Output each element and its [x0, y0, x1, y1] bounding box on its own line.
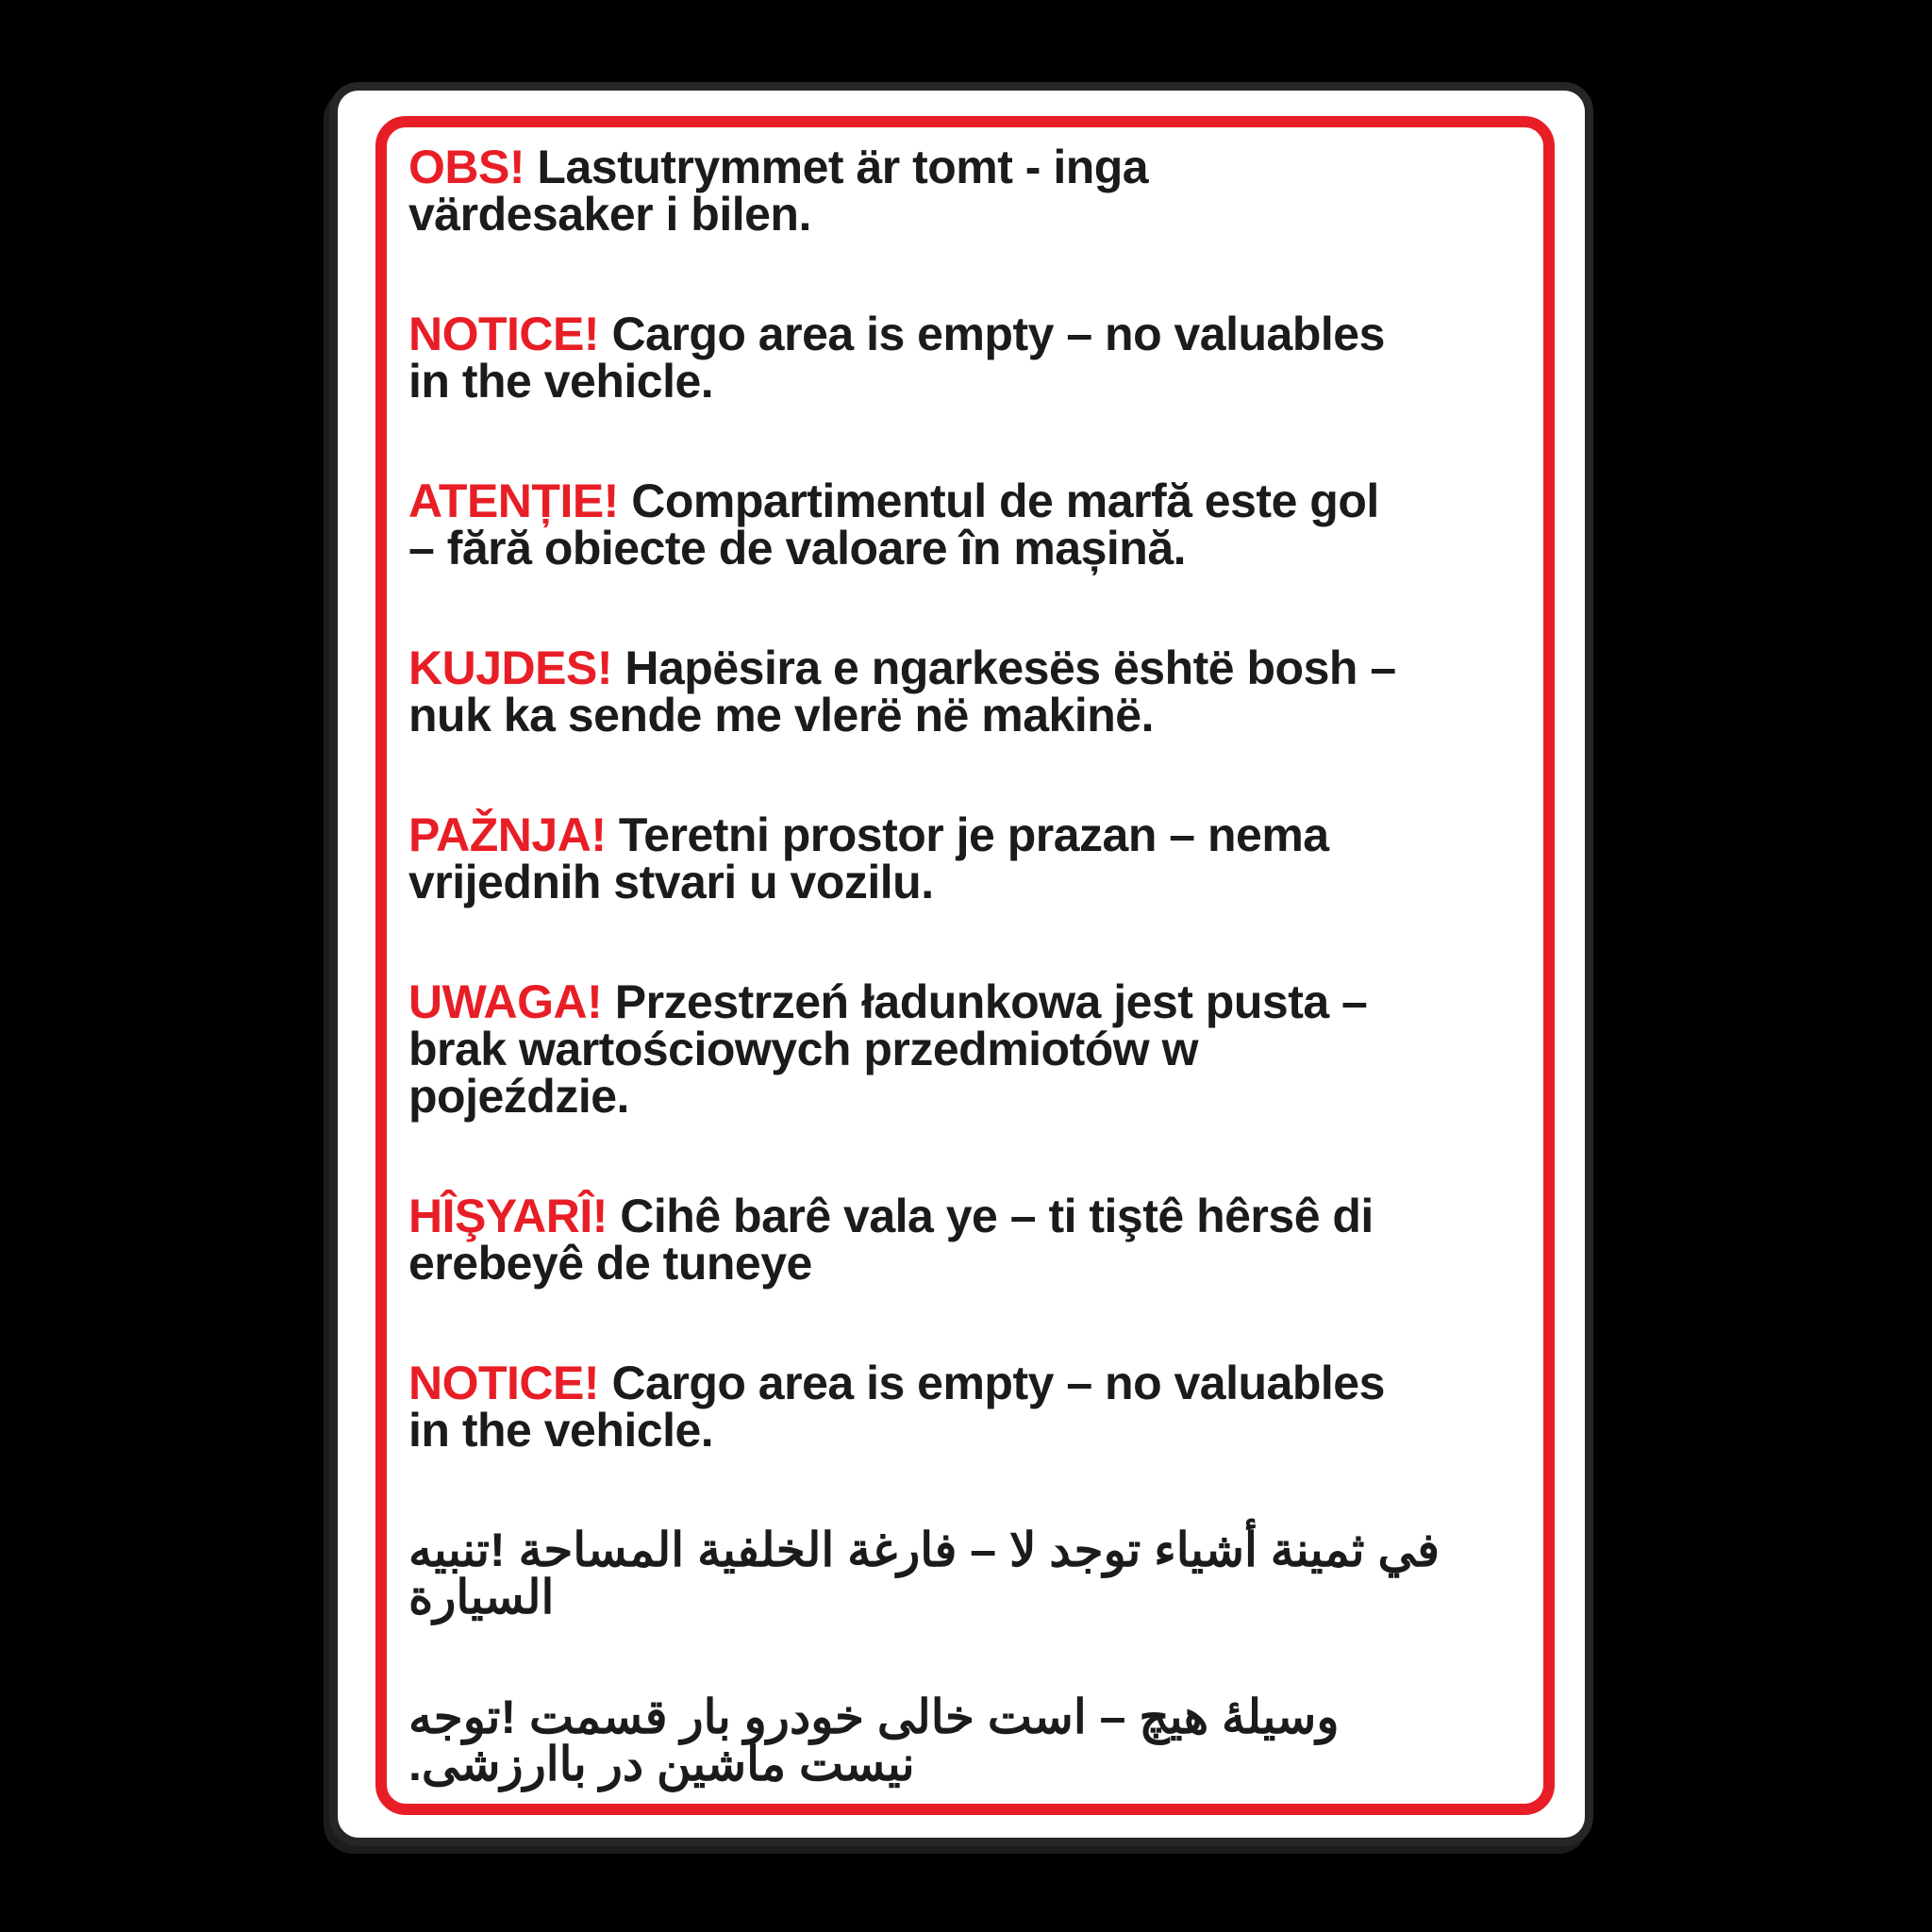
word-ar-0-3: فارغة [847, 1524, 958, 1576]
heading-word-pl: UWAGA! [408, 975, 603, 1028]
heading-word-sq: KUJDES! [408, 641, 612, 694]
sign-text-block [408, 143, 1536, 1788]
line-pl-2: pojeździe. [408, 1070, 629, 1123]
sign-panel [338, 91, 1585, 1838]
notice-paragraph-pl [408, 975, 1536, 1123]
notice-paragraph-sq [408, 641, 1536, 741]
notice-paragraph-ro [408, 475, 1536, 575]
heading-word-hr: PAŽNJA! [408, 808, 607, 861]
line-sv-0: Lastutrymmet är tomt - inga [537, 141, 1149, 193]
word-ar-0-1: المساحة [518, 1524, 685, 1576]
word-fa-0-4: خالی [876, 1690, 974, 1743]
line-en2-1: in the vehicle. [408, 1404, 714, 1457]
line-sq-0: Hapësira e ngarkesës është bosh – [625, 641, 1396, 694]
word-fa-1-3: نیست [799, 1738, 915, 1790]
line-sv-1: värdesaker i bilen. [408, 188, 811, 241]
word-fa-1-1: در [599, 1738, 644, 1790]
word-fa-0-6: – [1099, 1690, 1126, 1743]
word-ar-0-2: الخلفية [697, 1524, 835, 1576]
heading-word-ro: ATENȚIE! [408, 475, 619, 527]
word-ar-0-6: توجد [1049, 1524, 1141, 1576]
heading-word-ku: HÎŞYARÎ! [408, 1190, 608, 1242]
heading-word-sv: OBS! [408, 141, 525, 193]
notice-paragraph-ar [408, 1524, 1536, 1624]
word-ar-0-4: – [970, 1524, 997, 1576]
word-fa-0-2: بار [680, 1690, 731, 1743]
line-hr-0: Teretni prostor je prazan – nema [618, 808, 1329, 861]
line-pl-0: Przestrzeń ładunkowa jest pusta – [614, 975, 1368, 1028]
notice-paragraph-en2 [408, 1357, 1536, 1457]
line-en2-0: Cargo area is empty – no valuables [611, 1357, 1385, 1409]
notice-paragraph-sv [408, 141, 1536, 241]
notice-paragraph-en [408, 308, 1536, 408]
line-ku-1: erebeyê de tuneye [408, 1237, 812, 1290]
word-fa-0-1: قسمت [529, 1690, 668, 1743]
word-ar-0-0: تنبيه! [408, 1524, 506, 1576]
notice-paragraph-fa [408, 1690, 1536, 1790]
line-sq-1: nuk ka sende me vlerë në makinë. [408, 689, 1154, 741]
notice-paragraph-hr [408, 808, 1536, 908]
word-fa-1-0: .باارزشی [408, 1738, 587, 1790]
heading-word-en2: NOTICE! [408, 1357, 600, 1409]
word-ar-0-9: في [1377, 1524, 1441, 1576]
line-en-1: in the vehicle. [408, 355, 714, 408]
word-fa-0-0: توجه! [408, 1690, 517, 1743]
line-ro-0: Compartimentul de marfă este gol [631, 475, 1379, 527]
word-ar-0-8: ثمينة [1270, 1524, 1365, 1576]
word-fa-1-2: ماشین [657, 1738, 787, 1790]
notice-paragraph-ku [408, 1190, 1536, 1290]
line-ku-0: Cihê barê vala ye – ti tiştê hêrsê di [620, 1190, 1374, 1242]
word-fa-0-5: است [987, 1690, 1087, 1743]
word-ar-0-7: أشياء [1154, 1524, 1257, 1576]
word-fa-0-3: خودرو [743, 1690, 864, 1743]
word-fa-0-7: هیچ [1139, 1690, 1209, 1743]
word-ar-1-0: السيارة [408, 1571, 555, 1624]
line-en-0: Cargo area is empty – no valuables [611, 308, 1385, 360]
line-pl-1: brak wartościowych przedmiotów w [408, 1023, 1198, 1075]
line-hr-1: vrijednih stvari u vozilu. [408, 856, 934, 908]
heading-word-en: NOTICE! [408, 308, 600, 360]
line-ro-1: – fără obiecte de valoare în mașină. [408, 522, 1187, 575]
word-fa-0-8: وسیلهٔ [1221, 1690, 1340, 1743]
word-ar-0-5: لا [1009, 1524, 1037, 1576]
